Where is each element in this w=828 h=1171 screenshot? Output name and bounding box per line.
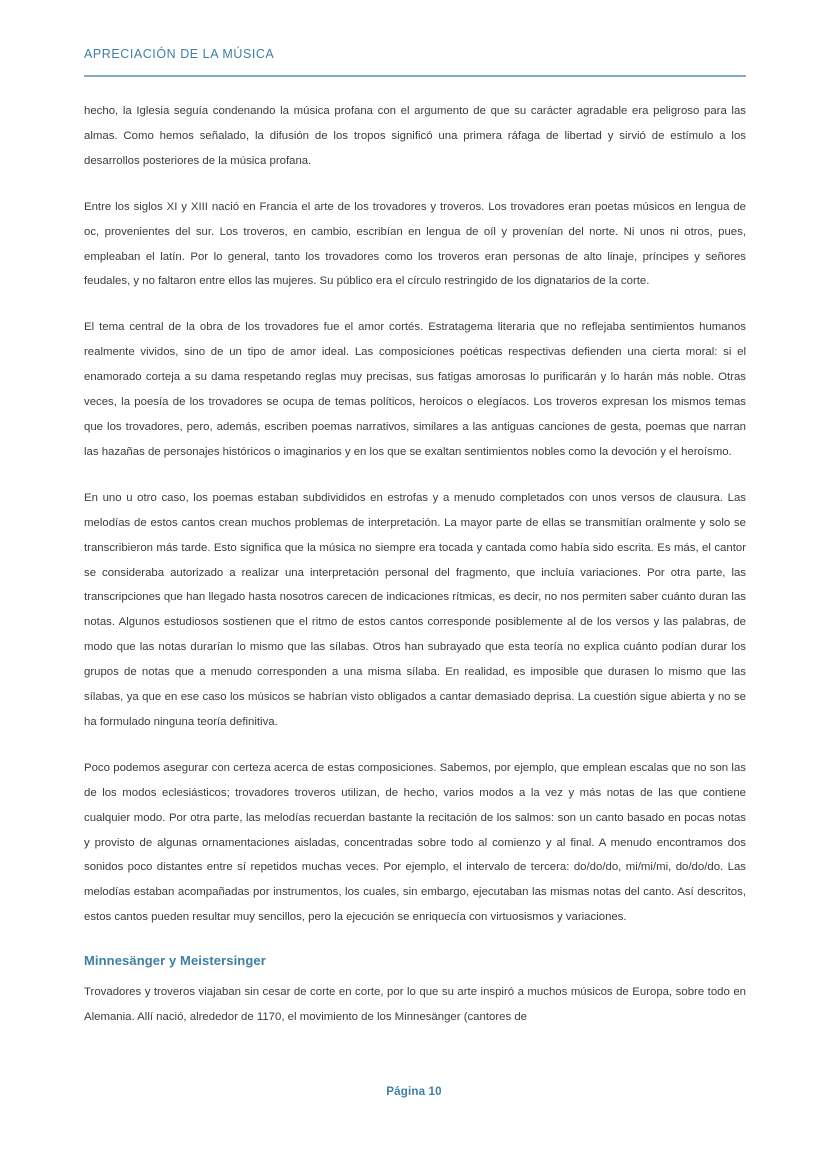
paragraph: Entre los siglos XI y XIII nació en Francia el arte de los trovadores y troveros. Los trovadores eran poetas músicos en lengua de oc, provenientes del sur. Los troveros, en cambio, escribían en lengua de oíl y provenían del norte. Ni unos ni otros, pues, empleaban el latín. Por lo general, tanto los trovadores como los troveros eran personas de alto linaje, príncipes y señores feudales, y no faltaron entre ellos las mujeres. Su público era el círculo restringido de los dignatarios de la corte.	[84, 200, 746, 288]
paragraph: En uno u otro caso, los poemas estaban subdivididos en estrofas y a menudo completados con unos versos de clausura. Las melodías de estos cantos crean muchos problemas de interpretación. La mayor parte de ellas se transmitían oralmente y solo se transcribieron más tarde. Esto significa que la música no siempre era tocada y cantada como había sido escrita. Es más, el cantor se consideraba autorizado a realizar una interpretación personal del fragmento, que incluía variaciones. Por otra parte, las transcripciones que han llegado hasta nosotros carecen de indicaciones rítmicas, es decir, no nos permiten saber cuánto duran las notas. Algunos estudiosos sostienen que el ritmo de estos cantos corresponde posiblemente al de los versos y las palabras, de modo que las notas durarían lo mismo que las sílabas. Otros han subrayado que esta teoría no explica cuánto podían durar los grupos de notas que a menudo corresponden a una misma sílaba. En realidad, es imposible que durasen lo mismo que las sílabas, ya que en ese caso los músicos se habrían visto obligados a cantar demasiado deprisa. La cuestión sigue abierta y no se ha formulado ninguna teoría definitiva.	[84, 491, 746, 728]
running-head-title: APRECIACIÓN DE LA MÚSICA	[84, 47, 275, 61]
paragraph: hecho, la Iglesia seguía condenando la música profana con el argumento de que su carácter agradable era peligroso para las almas. Como hemos señalado, la difusión de los tropos significó una primera ráfaga de libertad y sirvió de estímulo a los desarrollos posteriores de la música profana.	[84, 105, 746, 167]
page-footer	[0, 1082, 828, 1100]
body-content	[84, 99, 746, 1030]
running-head	[84, 46, 746, 62]
paragraph: Trovadores y troveros viajaban sin cesar de corte en corte, por lo que su arte inspiró a muchos músicos de Europa, sobre todo en Alemania. Allí nació, alrededor de 1170, el movimiento de los Minnesänger (cantores de	[84, 986, 746, 1024]
section-heading: Minnesänger y Meistersinger	[84, 953, 266, 969]
paragraph: Poco podemos asegurar con certeza acerca de estas composiciones. Sabemos, por ejemplo, que emplean escalas que no son las de los modos eclesiásticos; trovadores troveros utilizan, de hecho, varios modos a la vez y más notas de las que contiene cualquier modo. Por otra parte, las melodías recuerdan bastante la recitación de los salmos: son un canto basado en pocas notas y provisto de algunas ornamentaciones aisladas, concentradas sobre todo al comienzo y al final. A menudo encontramos dos sonidos poco distantes entre sí repetidos muchas veces. Por ejemplo, el intervalo de tercera: do/do/do, mi/mi/mi, do/do/do. Las melodías estaban acompañadas por instrumentos, los cuales, sin embargo, ejecutaban las mismas notas del canto. Así descritos, estos cantos pueden resultar muy sencillos, pero la ejecución se enriquecía con virtuosismos y variaciones.	[84, 761, 746, 924]
header-rule-divider	[84, 75, 746, 77]
paragraph: El tema central de la obra de los trovadores fue el amor cortés. Estratagema literaria que no reflejaba sentimientos humanos realmente vividos, sino de un tipo de amor ideal. Las composiciones poéticas respectivas defienden una cierta moral: si el enamorado corteja a su dama respetando reglas muy precisas, sus fatigas amorosas lo purificarán y lo harán más noble. Otras veces, la poesía de los trovadores se ocupa de temas políticos, heroicos o elegíacos. Los troveros expresan los mismos temas que los trovadores, pero, además, escriben poemas narrativos, similares a las antiguas canciones de gesta, poemas que narran las hazañas de personajes históricos o imaginarios y en los que se exaltan sentimientos nobles como la devoción y el heroísmo.	[84, 321, 746, 458]
page-number-label: Página 10	[386, 1085, 442, 1098]
